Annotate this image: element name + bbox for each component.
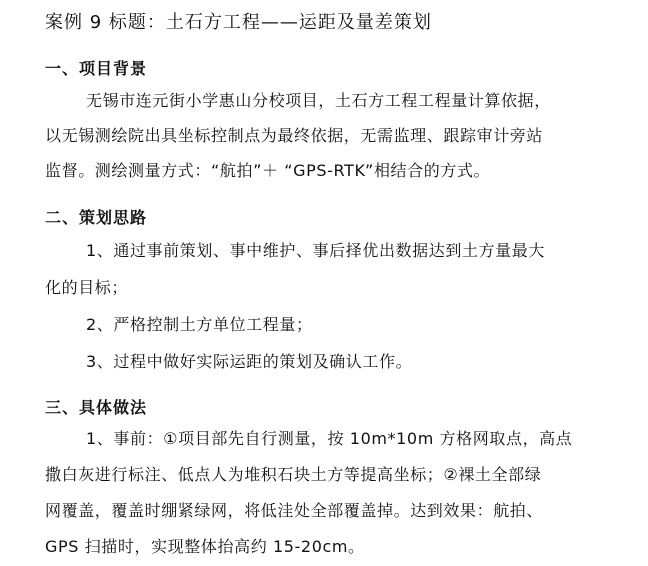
section-heading-method: 三、具体做法 [45,398,148,417]
paragraph-line: 1、通过事前策划、事中维护、事后择优出数据达到土方量最大 [86,241,545,260]
paragraph-line: 无锡市连元街小学惠山分校项目，土石方工程工程量计算依据， [86,91,551,110]
paragraph-line: GPS 扫描时，实现整体抬高约 15-20cm。 [45,537,365,556]
paragraph-line: 监督。测绘测量方式：“航拍”＋ “GPS-RTK”相结合的方式。 [45,161,491,180]
paragraph-line: 2、严格控制土方单位工程量； [86,315,313,334]
case-title: 案例 9 标题：土石方工程——运距及量差策划 [45,12,432,33]
paragraph-line: 化的目标； [45,278,129,297]
section-heading-background: 一、项目背景 [45,59,148,78]
paragraph-line: 以无锡测绘院出具坐标控制点为最终依据，无需监理、跟踪审计旁站 [45,126,544,145]
paragraph-line: 1、事前：①项目部先自行测量，按 10m*10m 方格网取点，高点 [86,429,573,448]
section-heading-strategy: 二、策划思路 [45,208,148,227]
paragraph-line: 网覆盖，覆盖时绷紧绿网，将低洼处全部覆盖掉。达到效果：航拍、 [45,501,544,520]
paragraph-line: 撒白灰进行标注、低点人为堆积石块土方等提高坐标；②裸土全部绿 [45,465,542,484]
paragraph-line: 3、过程中做好实际运距的策划及确认工作。 [86,352,413,371]
